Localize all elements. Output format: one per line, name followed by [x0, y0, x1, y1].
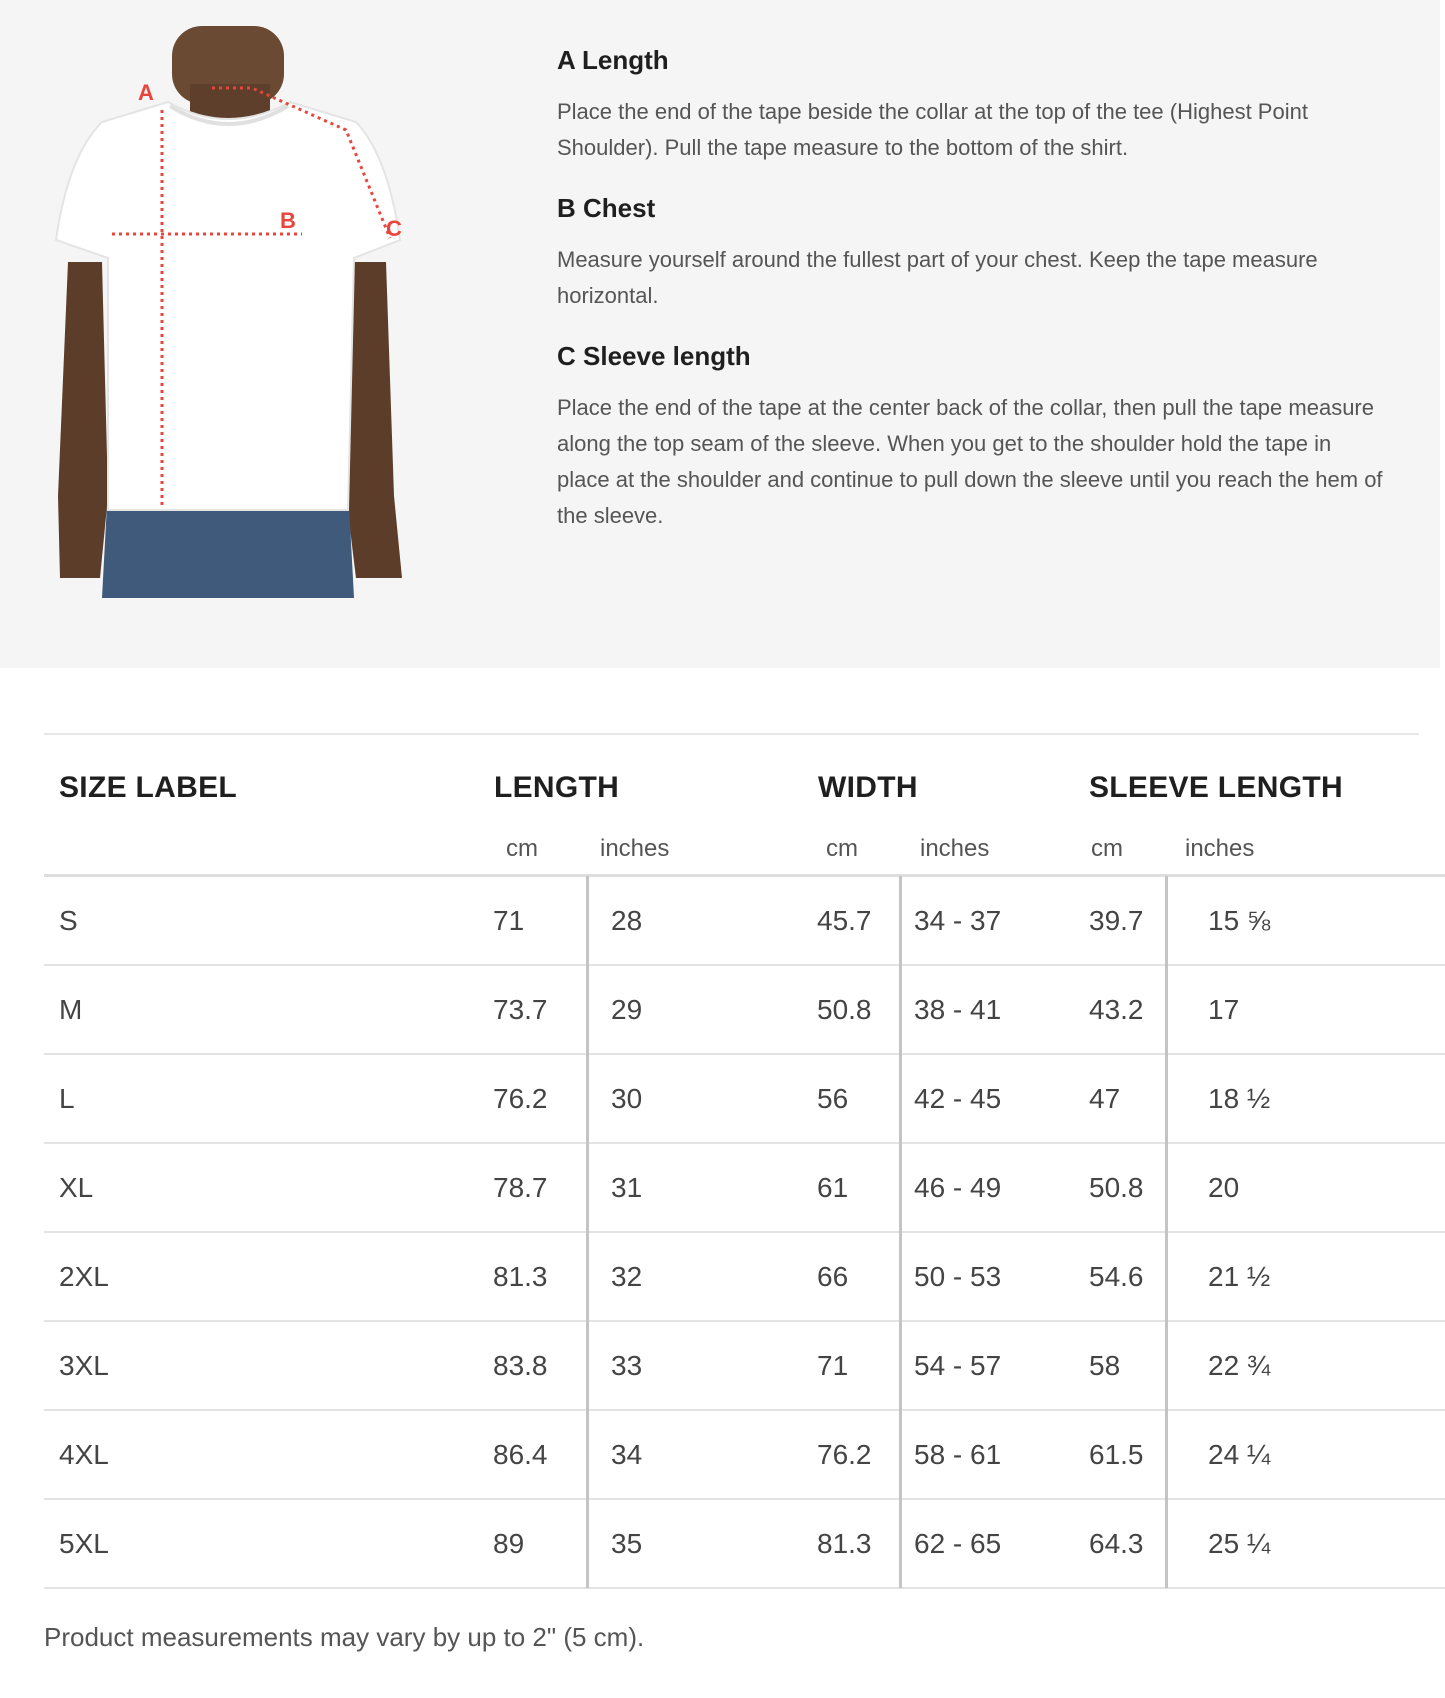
cell-sleeve-inches: 18 ½ — [1208, 1083, 1271, 1114]
marker-label-a: A — [138, 80, 154, 105]
model-left-arm — [58, 262, 108, 578]
table-row-2xl — [44, 1233, 1445, 1322]
cell-width-cm: 81.3 — [817, 1528, 872, 1559]
cell-sleeve-inches: 21 ½ — [1208, 1261, 1271, 1292]
cell-length-cm: 83.8 — [493, 1350, 548, 1381]
cell-length-inches: 35 — [611, 1528, 643, 1559]
sleeve-description: Place the end of the tape at the center back of the collar, then pull the tape measure along the top seam of the sleeve. When you get to the shoulder hold the tape in place at the shoulder and continue to pull down the sleeve until you reach the hem of the sleeve. — [557, 395, 1383, 528]
marker-label-b: B — [280, 208, 296, 233]
cell-width-cm: 71 — [817, 1350, 849, 1381]
unit-width-cm: cm — [826, 835, 858, 862]
cell-width-inches: 58 - 61 — [914, 1439, 1002, 1470]
table-row-xl — [44, 1144, 1445, 1233]
cell-sleeve-cm: 50.8 — [1089, 1172, 1144, 1203]
cell-sleeve-cm: 47 — [1089, 1083, 1121, 1114]
cell-width-cm: 66 — [817, 1261, 849, 1292]
cell-size: 5XL — [59, 1528, 109, 1559]
length-description: Place the end of the tape beside the collar at the top of the tee (Highest Point Shoulder). Pull the tape measure to the bottom of the shirt. — [557, 99, 1308, 160]
cell-length-cm: 73.7 — [493, 994, 548, 1025]
cell-width-cm: 50.8 — [817, 994, 872, 1025]
cell-width-inches: 42 - 45 — [914, 1083, 1002, 1114]
cell-size: M — [59, 994, 83, 1025]
unit-sleeve-cm: cm — [1091, 835, 1123, 862]
width-unit-divider — [899, 876, 902, 1588]
model-right-arm — [346, 262, 402, 578]
table-row-l — [44, 1055, 1445, 1144]
cell-sleeve-inches: 15 ⅝ — [1208, 905, 1271, 936]
tshirt-measurement-figure — [50, 26, 450, 598]
cell-width-cm: 56 — [817, 1083, 849, 1114]
measurement-footnote: Product measurements may vary by up to 2" (5 cm). — [44, 1622, 645, 1652]
header-size-label: SIZE LABEL — [59, 771, 238, 804]
cell-length-cm: 89 — [493, 1528, 525, 1559]
cell-length-cm: 78.7 — [493, 1172, 548, 1203]
cell-sleeve-inches: 20 — [1208, 1172, 1240, 1203]
chest-title: B Chest — [557, 193, 656, 223]
cell-width-cm: 61 — [817, 1172, 849, 1203]
cell-sleeve-inches: 22 ¾ — [1208, 1350, 1271, 1381]
cell-sleeve-inches: 24 ¼ — [1208, 1439, 1271, 1470]
header-length: LENGTH — [494, 771, 620, 804]
cell-size: 2XL — [59, 1261, 109, 1292]
cell-length-inches: 34 — [611, 1439, 643, 1470]
cell-width-inches: 34 - 37 — [914, 905, 1002, 936]
measurement-guide — [0, 0, 1440, 668]
length-title: A Length — [557, 45, 669, 75]
header-sleeve-length: SLEEVE LENGTH — [1089, 771, 1343, 804]
measurement-instructions — [557, 40, 1387, 556]
cell-width-inches: 38 - 41 — [914, 994, 1002, 1025]
cell-length-inches: 31 — [611, 1172, 643, 1203]
cell-length-cm: 81.3 — [493, 1261, 548, 1292]
cell-size: 4XL — [59, 1439, 109, 1470]
table-top-divider — [44, 733, 1419, 735]
cell-sleeve-inches: 17 — [1208, 994, 1240, 1025]
cell-length-inches: 33 — [611, 1350, 643, 1381]
cell-size: 3XL — [59, 1350, 109, 1381]
sleeve-title: C Sleeve length — [557, 341, 751, 371]
table-row-s — [44, 877, 1445, 966]
cell-width-inches: 54 - 57 — [914, 1350, 1002, 1381]
cell-size: S — [59, 905, 78, 936]
table-row-5xl — [44, 1500, 1445, 1589]
cell-sleeve-cm: 64.3 — [1089, 1528, 1144, 1559]
cell-sleeve-cm: 58 — [1089, 1350, 1121, 1381]
table-row-m — [44, 966, 1445, 1055]
unit-length-cm: cm — [506, 835, 538, 862]
table-row-3xl — [44, 1322, 1445, 1411]
cell-sleeve-inches: 25 ¼ — [1208, 1528, 1271, 1559]
chest-description: Measure yourself around the fullest part of your chest. Keep the tape measure horizontal. — [557, 247, 1318, 308]
cell-length-inches: 28 — [611, 905, 643, 936]
cell-length-cm: 86.4 — [493, 1439, 548, 1470]
cell-length-cm: 76.2 — [493, 1083, 548, 1114]
cell-sleeve-cm: 54.6 — [1089, 1261, 1144, 1292]
cell-length-inches: 29 — [611, 994, 643, 1025]
sleeve-unit-divider — [1165, 876, 1168, 1588]
cell-width-inches: 62 - 65 — [914, 1528, 1002, 1559]
cell-sleeve-cm: 61.5 — [1089, 1439, 1144, 1470]
cell-sleeve-cm: 39.7 — [1089, 905, 1144, 936]
unit-sleeve-inches: inches — [1185, 835, 1255, 862]
cell-sleeve-cm: 43.2 — [1089, 994, 1144, 1025]
length-unit-divider — [586, 876, 589, 1588]
header-width: WIDTH — [818, 771, 918, 804]
cell-size: L — [59, 1083, 75, 1114]
tshirt-shape — [56, 102, 400, 510]
cell-size: XL — [59, 1172, 94, 1203]
cell-width-inches: 46 - 49 — [914, 1172, 1002, 1203]
table-row-4xl — [44, 1411, 1445, 1500]
cell-length-cm: 71 — [493, 905, 525, 936]
cell-length-inches: 32 — [611, 1261, 643, 1292]
unit-length-inches: inches — [600, 835, 670, 862]
cell-width-inches: 50 - 53 — [914, 1261, 1002, 1292]
cell-width-cm: 76.2 — [817, 1439, 872, 1470]
marker-label-c: C — [386, 216, 402, 241]
cell-width-cm: 45.7 — [817, 905, 872, 936]
unit-width-inches: inches — [920, 835, 990, 862]
cell-length-inches: 30 — [611, 1083, 643, 1114]
